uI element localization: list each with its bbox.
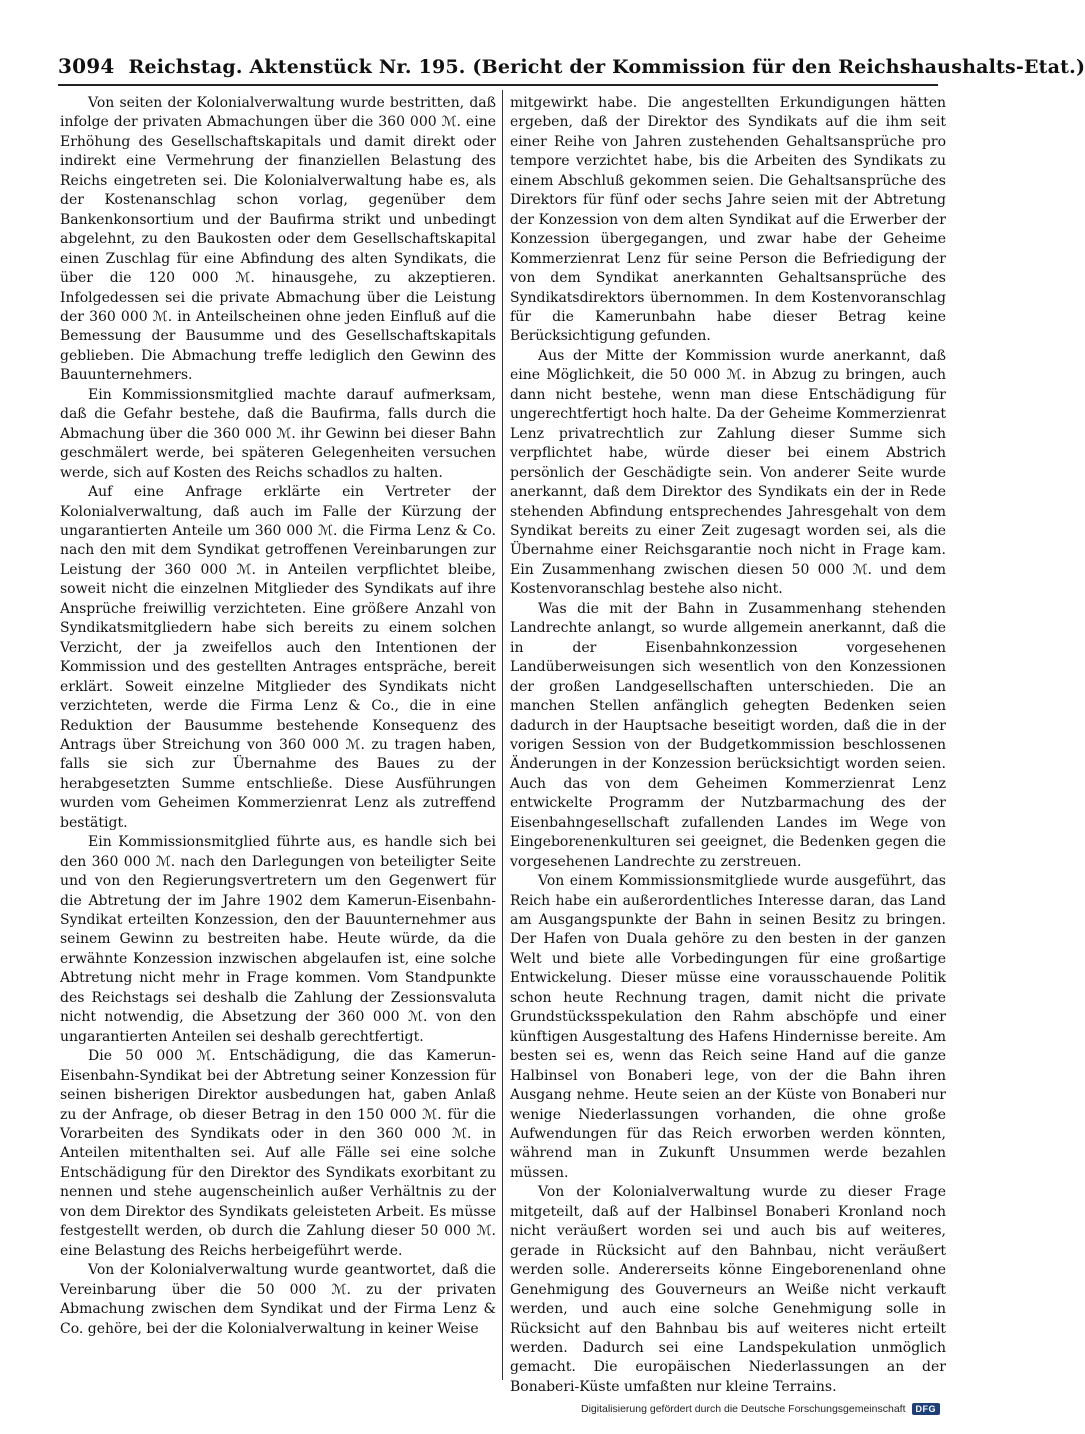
paragraph: Die 50 000 ℳ. Entschädigung, die das Kamerun-Eisenbahn-Syndikat bei der Abtretung seiner Konzession für seinen bisherigen Direktor ausbedungen hat, gaben Anlaß zu der Anfrage, ob dieser Betrag in den 150 000 ℳ. für die Vorarbeiten des Syndikats oder in den 360 000 ℳ. in Anteilen mitenthalten sei. Auf alle Fälle sei eine solche Entschädigung für den Direktor des Syndikats exorbitant zu nennen und stehe augenscheinlich außer Verhältnis zu der von dem Direktor des Syndikats geleisteten Arbeit. Es müsse festgestellt werden, ob durch die Zahlung dieser 50 000 ℳ. eine Belastung des Reichs herbeigeführt werde. — [60, 1048, 496, 1259]
header-rule — [58, 84, 938, 86]
footer — [581, 1400, 940, 1418]
paragraph-continuation: mitgewirkt habe. Die angestellten Erkundigungen hätten ergeben, daß der Direktor des Syndikats auf die ihm seit einer Reihe von Jahren zustehenden Gehaltsansprüche pro tempore verzichtet habe, bis die Arbeiten des Syndikats zu einem Abschluß gekommen seien. Die Gehaltsansprüche des Direktors für fünf oder sechs Jahre seien mit der Abtretung der Konzession von dem alten Syndikat auf die Erwerber der Konzession übergegangen, und zwar habe der Geheime Kommerzienrat Lenz für seine Person die Befriedigung der von dem Syndikat anerkannten Gehaltsansprüche des Syndikatsdirektors übernommen. In dem Kostenvoranschlag für die Kamerunbahn habe dieser Betrag keine Berücksichtigung gefunden. — [510, 95, 946, 345]
paragraph: Auf eine Anfrage erklärte ein Vertreter der Kolonialverwaltung, daß auch im Falle der Kürzung der ungarantierten Anteile um 360 000 ℳ. die Firma Lenz & Co. nach den mit dem Syndikat getroffenen Vereinbarungen zur Leistung der 360 000 ℳ. in Anteilen verpflichtet bleibe, soweit nicht die einzelnen Mitglieder des Syndikats auf ihre Ansprüche freiwillig verzichteten. Eine größere Anzahl von Syndikatsmitgliedern habe sich bereits zu einem solchen Verzicht, der ja zweifellos auch den Intentionen der Kommission und des gestellten Antrages entspräche, bereit erklärt. Soweit einzelne Mitglieder des Syndikats nicht verzichteten, werde die Firma Lenz & Co., die in eine Reduktion der Bausumme bestehende Konsequenz des Antrags über Streichung von 360 000 ℳ. zu tragen haben, falls sie sich zur Übernahme des Baues zu der herabgesetzten Summe entschließe. Diese Ausführungen wurden vom Geheimen Kommerzienrat Lenz als zutreffend bestätigt. — [60, 484, 496, 831]
paragraph: Ein Kommissionsmitglied machte darauf aufmerksam, daß die Gefahr bestehe, daß die Baufirma, falls durch die Abmachung über die 360 000 ℳ. ihr Gewinn bei dieser Bahn geschmälert werde, bei späteren Gelegenheiten versuchen werde, sich auf Kosten des Reichs schadlos zu halten. — [60, 386, 496, 481]
paragraph: Aus der Mitte der Kommission wurde anerkannt, daß eine Möglichkeit, die 50 000 ℳ. in Abzug zu bringen, auch dann nicht bestehe, wenn man diese Entschädigung für ungerechtfertigt hoch halte. Da der Geheime Kommerzienrat Lenz privatrechtlich zur Zahlung dieser Summe sich verpflichtet habe, würde dieser bei einem Abstrich persönlich der Geschädigte sein. Von anderer Seite wurde anerkannt, daß dem Direktor des Syndikats ein der in Rede stehenden Abfindung entsprechendes Jahresgehalt von dem Syndikat bereits zu einer Zeit zugesagt worden sei, als die Übernahme einer Reichsgarantie noch nicht in Frage kam. Ein Zusammenhang zwischen diesen 50 000 ℳ. und dem Kostenvoranschlag bestehe also nicht. — [510, 347, 946, 598]
header-title: Reichstag. Aktenstück Nr. 195. (Bericht der Kommission für den Reichshaushalts-Etat.) — [128, 56, 1085, 78]
paragraph: Ein Kommissionsmitglied führte aus, es handle sich bei den 360 000 ℳ. nach den Darlegungen von beteiligter Seite und von den Regierungsvertretern um den Gegenwert für die Abtretung der im Jahre 1902 dem Kamerun-Eisenbahn-Syndikat erteilten Konzession, den der Bauunternehmer aus seinem Gewinn zu bestreiten habe. Heute würde, da die erwähnte Konzession inzwischen abgelaufen ist, eine solche Abtretung nicht mehr in Frage kommen. Vom Standpunkte des Reichstags sei deshalb die Zahlung der Zessionsvaluta nicht notwendig, die Absetzung der 360 000 ℳ. von den ungarantierten Anteilen sei deshalb gerechtfertigt. — [60, 834, 496, 1045]
column-divider — [502, 90, 503, 1380]
paragraph: Von der Kolonialverwaltung wurde geantwortet, daß die Vereinbarung über die 50 000 ℳ. zu der privaten Abmachung zwischen dem Syndikat und der Firma Lenz & Co. gehöre, bei der die Kolonialverwaltung in keiner Weise — [60, 1262, 496, 1337]
footer-credit: Digitalisierung gefördert durch die Deutsche Forschungsgemeinschaft — [580, 1403, 906, 1415]
page-number: 3094 — [58, 54, 115, 78]
left-column — [60, 94, 496, 1378]
right-column — [510, 94, 946, 1395]
paragraph: Von der Kolonialverwaltung wurde zu dieser Frage mitgeteilt, daß auf der Halbinsel Bonaberi Kronland noch nicht veräußert worden sei und auch bis auf weiteres, gerade in Rücksicht auf den Bahnbau, nicht veräußert werden solle. Andererseits könne Eingeborenenland ohne Genehmigung des Gouverneurs an Weiße nicht verkauft werden, und auch eine solche Genehmigung solle in Rücksicht auf den Bahnbau bis auf weiteres nicht erteilt werden. Dadurch sei eine Landspekulation unmöglich gemacht. Die europäischen Niederlassungen an der Bonaberi-Küste umfaßten nur kleine Terrains. — [510, 1184, 946, 1395]
paragraph: Was die mit der Bahn in Zusammenhang stehenden Landrechte anlangt, so wurde allgemein anerkannt, daß die in der Eisenbahnkonzession vorgesehenen Landüberweisungen sich wesentlich von den Konzessionen der großen Landgesellschaften unterschieden. Die an manchen Stellen anfänglich gehegten Bedenken seien dadurch in der Hauptsache beseitigt worden, daß die in der vorigen Session von der Budgetkommission beschlossenen Änderungen in der Konzession berücksichtigt worden seien. Auch das von dem Geheimen Kommerzienrat Lenz entwickelte Programm der Nutzbarmachung des der Eisenbahngesellschaft zufallenden Landes im Wege von Eingeborenenkulturen sei geeignet, die Bedenken gegen die vorgesehenen Landrechte zu zerstreuen. — [510, 600, 946, 870]
paragraph: Von einem Kommissionsmitgliede wurde ausgeführt, das Reich habe ein außerordentliches Interesse daran, das Land am Ausgangspunkte der Bahn in seinen Besitz zu bringen. Der Hafen von Duala gehöre zu den besten in der ganzen Welt und biete alle Vorbedingungen für eine großartige Entwickelung. Dieser müsse eine vorausschauende Politik schon heute Rechnung tragen, damit nicht die private Grundstücksspekulation den Rahm abschöpfe und einer künftigen Ausgestaltung des Hafens Hindernisse bereite. Am besten sei es, wenn das Reich seine Hand auf die ganze Halbinsel von Bonaberi lege, von der die Bahn ihren Ausgang nehme. Heute seien an der Küste von Bonaberi nur wenige Niederlassungen vorhanden, die ohne große Aufwendungen für das Reich erworben werden könnten, während man in Zukunft Unsummen werde bezahlen müssen. — [510, 873, 946, 1181]
paragraph: Von seiten der Kolonialverwaltung wurde bestritten, daß infolge der privaten Abmachungen über die 360 000 ℳ. eine Erhöhung des Gesellschaftskapitals und damit direkt oder indirekt eine Vermehrung der finanziellen Belastung des Reichs eingetreten sei. Die Kolonialverwaltung habe es, als der Kostenanschlag schon vorlag, gegenüber dem Bankenkonsortium und der Baufirma strikt und unbedingt abgelehnt, zu den Baukosten oder dem Gesellschaftskapital einen Zuschlag für eine Abfindung des alten Syndikats, die über die 120 000 ℳ. hinausgehe, zu akzeptieren. Infolgedessen sei die private Abmachung über die Leistung der 360 000 ℳ. in Anteilscheinen ohne jeden Einfluß auf die Bemessung der Bausumme und des Gesellschaftskapitals geblieben. Die Abmachung treffe lediglich den Gewinn des Bauunternehmers. — [60, 95, 496, 384]
dfg-logo-icon: DFG — [912, 1403, 941, 1415]
page-header — [58, 54, 1085, 84]
